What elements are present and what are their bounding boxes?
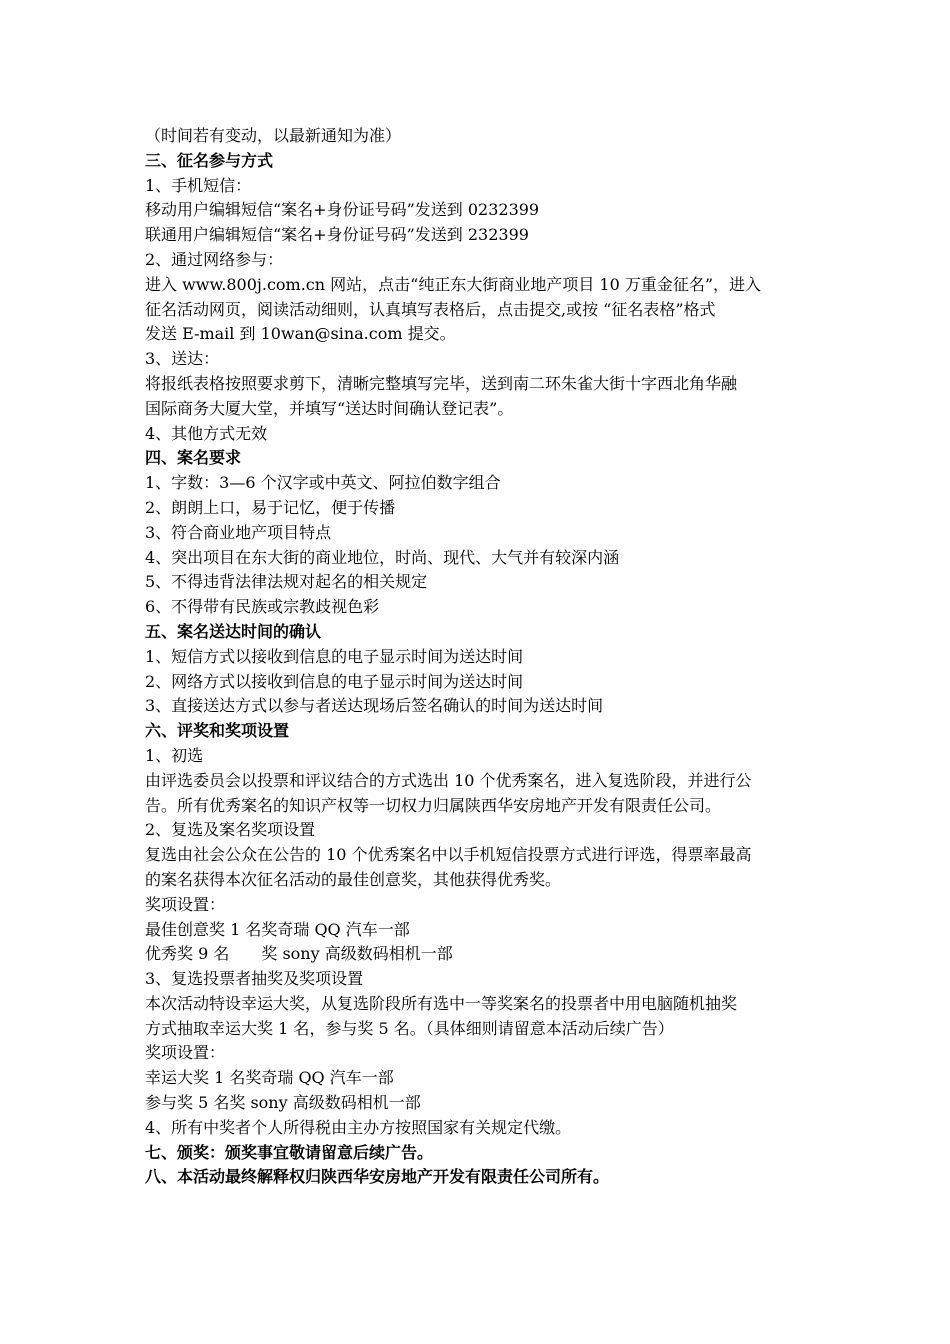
text-line: 6、不得带有民族或宗教歧视色彩 xyxy=(145,597,380,617)
text-line: 进入 www.800j.com.cn 网站，点击“纯正东大街商业地产项目 10 万重金征名”，进入 xyxy=(145,274,762,294)
document-page xyxy=(145,124,810,1190)
section-heading: 四、案名要求 xyxy=(145,448,242,468)
text-line: 方式抽取幸运大奖 1 名，参与奖 5 名。（具体细则请留意本活动后续广告） xyxy=(145,1018,674,1038)
text-line: 将报纸表格按照要求剪下，清晰完整填写完毕，送到南二环朱雀大街十字西北角华融 xyxy=(145,373,738,393)
section-heading: 三、征名参与方式 xyxy=(145,150,274,170)
section-heading: 七、颁奖：颁奖事宜敬请留意后续广告。 xyxy=(145,1142,434,1162)
text-line: 3、送达： xyxy=(145,349,220,369)
text-line: 2、朗朗上口，易于记忆，便于传播 xyxy=(145,497,396,517)
text-line: 本次活动特设幸运大奖，从复选阶段所有选中一等奖案名的投票者中用电脑随机抽奖 xyxy=(145,993,738,1013)
text-line: 1、手机短信： xyxy=(145,175,252,195)
text-line: 告。所有优秀案名的知识产权等一切权力归属陕西华安房地产开发有限责任公司。 xyxy=(145,795,722,815)
text-line: 国际商务大厦大堂，并填写“送达时间确认登记表”。 xyxy=(145,398,514,418)
text-line: 1、初选 xyxy=(145,745,204,765)
text-line: 参与奖 5 名奖 sony 高级数码相机一部 xyxy=(145,1093,421,1113)
text-line: 4、所有中奖者个人所得税由主办方按照国家有关规定代缴。 xyxy=(145,1117,572,1137)
text-line: 2、通过网络参与： xyxy=(145,249,284,269)
text-line: 2、网络方式以接收到信息的电子显示时间为送达时间 xyxy=(145,671,524,691)
text-line: 征名活动网页，阅读活动细则，认真填写表格后，点击提交,或按 “征名表格”格式 xyxy=(145,299,716,319)
text-line: 3、直接送达方式以参与者送达现场后签名确认的时间为送达时间 xyxy=(145,696,604,716)
section-heading: 五、案名送达时间的确认 xyxy=(145,621,322,641)
text-line: 2、复选及案名奖项设置 xyxy=(145,820,316,840)
text-line: 幸运大奖 1 名奖奇瑞 QQ 汽车一部 xyxy=(145,1068,394,1088)
text-line: 4、其他方式无效 xyxy=(145,423,268,443)
text-line: 1、字数：3—6 个汉字或中英文、阿拉伯数字组合 xyxy=(145,473,501,493)
text-line: 由评选委员会以投票和评议结合的方式选出 10 个优秀案名，进入复选阶段，并进行公 xyxy=(145,770,752,790)
text-line: 5、不得违背法律法规对起名的相关规定 xyxy=(145,572,428,592)
text-line: 3、复选投票者抽奖及奖项设置 xyxy=(145,969,364,989)
section-heading: 六、评奖和奖项设置 xyxy=(145,721,290,741)
text-line: 奖项设置： xyxy=(145,894,226,914)
section-heading: 八、本活动最终解释权归陕西华安房地产开发有限责任公司所有。 xyxy=(145,1167,610,1187)
text-line: 移动用户编辑短信“案名+身份证号码”发送到 0232399 xyxy=(145,200,540,220)
text-line: 优秀奖 9 名 奖 sony 高级数码相机一部 xyxy=(145,944,453,964)
text-line: 发送 E-mail 到 10wan@sina.com 提交。 xyxy=(145,324,456,344)
text-line: 3、符合商业地产项目特点 xyxy=(145,522,332,542)
text-line: 最佳创意奖 1 名奖奇瑞 QQ 汽车一部 xyxy=(145,919,410,939)
text-line: 的案名获得本次征名活动的最佳创意奖，其他获得优秀奖。 xyxy=(145,869,562,889)
text-line: （时间若有变动，以最新通知为准） xyxy=(145,126,402,145)
text-line: 4、突出项目在东大街的商业地位，时尚、现代、大气并有较深内涵 xyxy=(145,547,620,567)
text-line: 奖项设置： xyxy=(145,1043,226,1063)
text-line: 联通用户编辑短信“案名+身份证号码”发送到 232399 xyxy=(145,225,529,245)
text-line: 复选由社会公众在公告的 10 个优秀案名中以手机短信投票方式进行评选，得票率最高 xyxy=(145,845,752,865)
text-line: 1、短信方式以接收到信息的电子显示时间为送达时间 xyxy=(145,646,524,666)
